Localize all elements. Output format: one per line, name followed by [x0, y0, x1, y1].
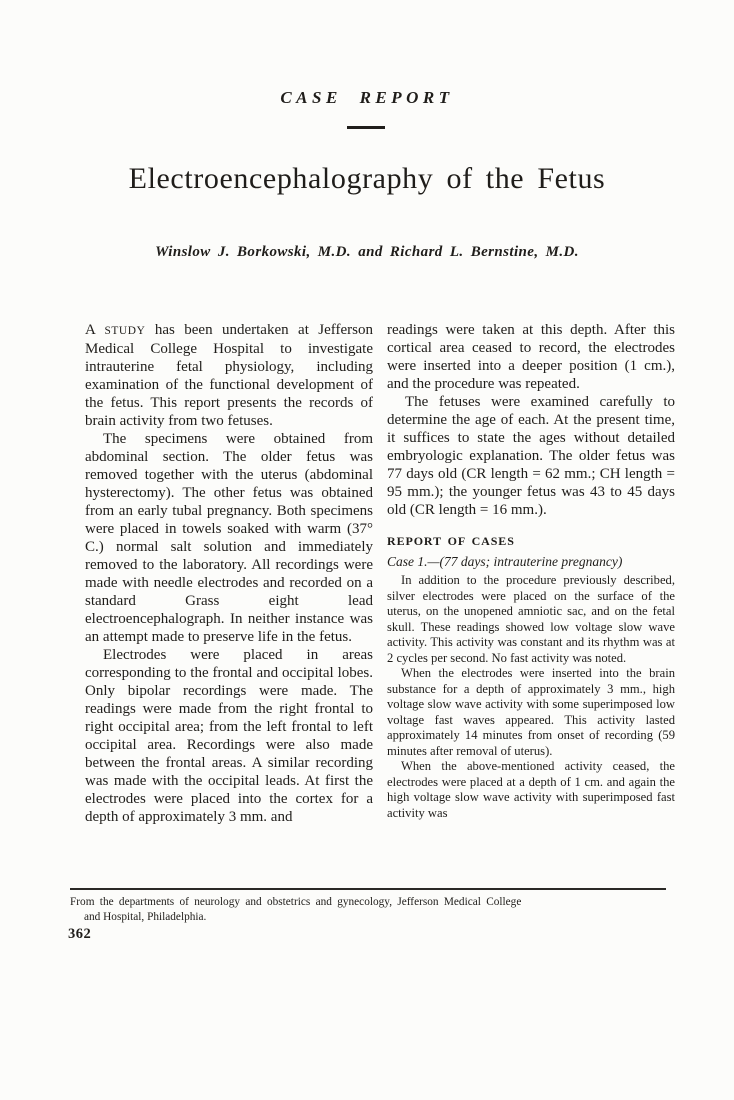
paragraph-fetus-ages: The fetuses were examined carefully to determine the age of each. At the present time, it suffices to state the ages without detailed embryologic explanation. The older fetus was 77 days old (CR length = 62 mm.; CH length = 95 mm.); the younger fetus was 43 to 45 days old (CR length = 16 mm.). — [387, 394, 675, 518]
kicker-divider — [347, 126, 385, 129]
kicker-case-report: CASE REPORT — [280, 88, 454, 107]
paragraph-electrode-placement: Electrodes were placed in areas corresponding to the frontal and occipital lobes. Only bipolar recordings were made. The readings were made from the right frontal to right occipital area; from the left frontal to left occipital area. Recordings were also made between the frontal areas. A similar recording was made with the occipital leads. At first the electrodes were placed into the cortex for a depth of approximately 3 mm. and — [85, 647, 373, 825]
paragraph-study-intro — [85, 321, 373, 430]
case-paragraph-silver-electrodes: In addition to the procedure previously described, silver electrodes were placed on the surface of the uterus, on the unopened amniotic sac, and on the fetal skull. These readings showed low voltage slow wave activity. This activity was constant and its rhythm was at 2 cycles per second. No fast activity was noted. — [387, 573, 675, 665]
lead-word: A — [85, 322, 105, 338]
section-heading-report-of-cases: REPORT OF CASES — [387, 534, 515, 548]
authors-byline: Winslow J. Borkowski, M.D. and Richard L. Bernstine, M.D. — [155, 244, 579, 260]
article-body — [85, 321, 675, 826]
footnote-line-1: From the departments of neurology and obstetrics and gynecology, Jefferson Medical College — [70, 896, 522, 908]
case-paragraph-brain-substance: When the electrodes were inserted into the brain substance for a depth of approximately 3 mm., high voltage slow wave activity with some superimposed low voltage fast waves appeared. This activity lasted approximately 14 minutes from onset of recording (59 minutes after removal of uterus). — [387, 666, 675, 758]
footnote-line-2: and Hospital, Philadelphia. — [84, 911, 207, 923]
case-1-heading: Case 1.—(77 days; intrauterine pregnancy) — [387, 554, 623, 569]
left-column — [85, 321, 373, 826]
right-column — [387, 321, 675, 826]
paragraph-specimens: The specimens were obtained from abdominal section. The older fetus was removed together with the uterus (abdominal hysterectomy). The other fetus was obtained from an early tubal pregnancy. Both specimens were placed in towels soaked with warm (37° C.) normal salt solution and immediately removed to the laboratory. All recordings were made with needle electrodes and recorded on a standard Grass eight lead electroencephalograph. In neither instance was an attempt made to preserve life in the fetus. — [85, 431, 373, 645]
article-title: Electroencephalography of the Fetus — [128, 162, 606, 195]
paragraph-text: has been undertaken at Jefferson Medical College Hospital to investigate intrauterine fetal physiology, including examination of the functional development of the fetus. This report presents the records of brain activity from two fetuses. — [85, 322, 373, 429]
lead-smallcaps: STUDY — [104, 325, 146, 337]
page-number: 362 — [68, 926, 92, 942]
footnote — [70, 888, 666, 925]
case-paragraph-deeper-placement: When the above-mentioned activity ceased, the electrodes were placed at a depth of 1 cm. and again the high voltage slow wave activity with superimposed fast activity was — [387, 759, 675, 820]
case-1-text — [387, 573, 675, 821]
paragraph-readings-continued: readings were taken at this depth. After this cortical area ceased to record, the electrodes were inserted into a deeper position (1 cm.), and the procedure was repeated. — [387, 322, 675, 392]
